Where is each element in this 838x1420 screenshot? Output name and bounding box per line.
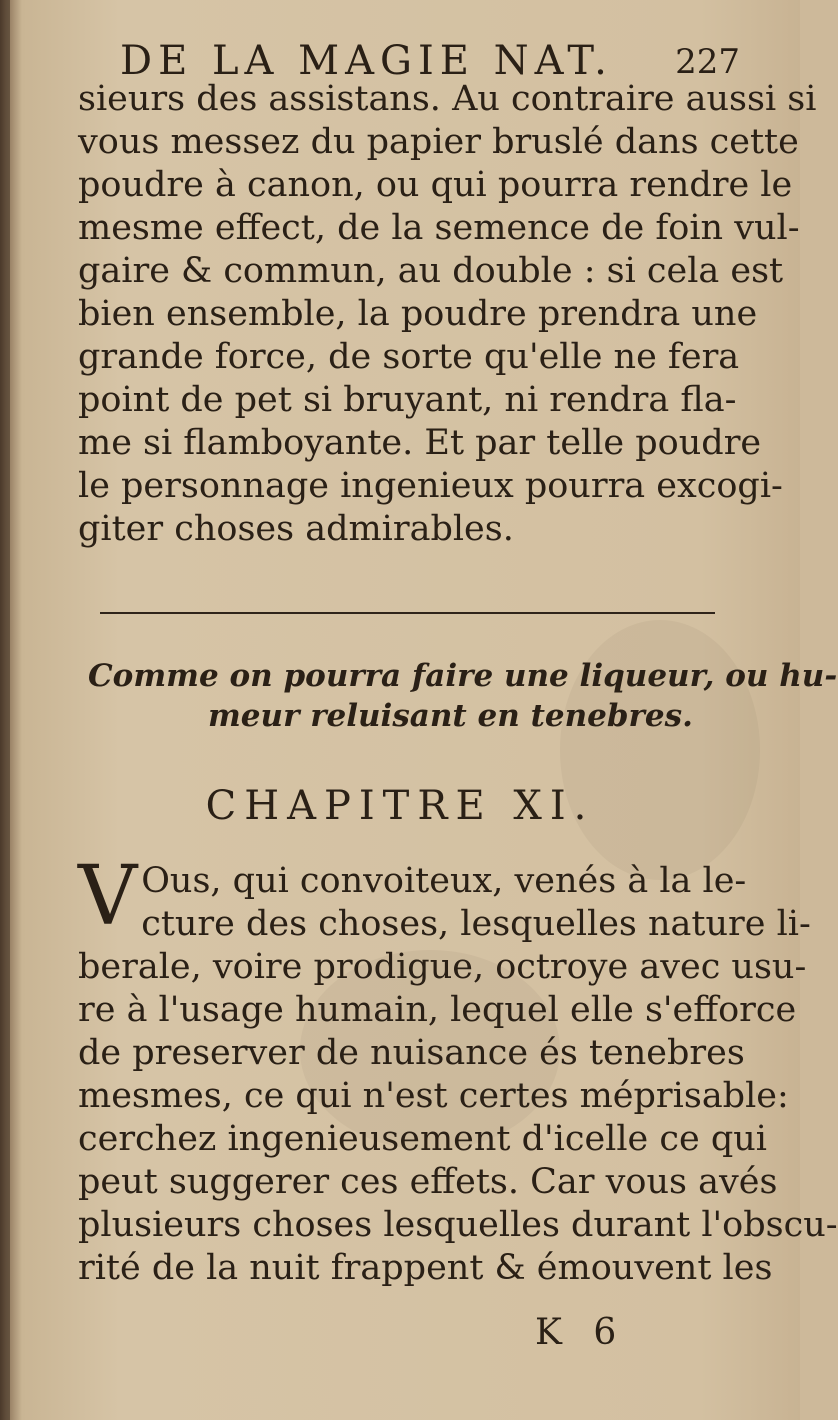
text-line: cerchez ingenieusement d'icelle ce qui — [78, 1119, 767, 1159]
text-line: rité de la nuit frappent & émouvent les — [78, 1248, 773, 1288]
text-line: gaire & commun, au double : si cela est — [78, 251, 784, 291]
text-line: re à l'usage humain, lequel elle s'efforce — [78, 990, 797, 1030]
text-line: poudre à canon, ou qui pourra rendre le — [78, 165, 793, 205]
book-spine-shadow — [0, 0, 10, 1420]
text-line: le personnage ingenieux pourra excogi- — [78, 466, 783, 506]
text-line: vous messez du papier bruslé dans cette — [78, 122, 799, 162]
chapter-heading: CHAPITRE XI. — [205, 783, 595, 829]
signature-mark: K 6 — [535, 1312, 627, 1353]
text-line: sieurs des assistans. Au contraire aussi si — [78, 79, 817, 119]
page-number: 227 — [675, 42, 740, 82]
caption-line: Comme on pourra faire une liqueur, ou hu- — [88, 658, 838, 694]
text-line: giter choses admirables. — [78, 509, 514, 549]
text-line: point de pet si bruyant, ni rendra fla- — [78, 380, 737, 420]
caption-line: meur reluisant en tenebres. — [208, 698, 693, 734]
text-line: grande force, de sorte qu'elle ne fera — [78, 337, 740, 377]
text-line: bien ensemble, la poudre prendra une — [78, 294, 758, 334]
section-divider — [100, 612, 715, 614]
text-line: mesme effect, de la semence de foin vul- — [78, 208, 800, 248]
text-line: peut suggerer ces effets. Car vous avés — [78, 1162, 778, 1202]
text-line: cture des choses, lesquelles nature li- — [141, 904, 811, 944]
text-line: de preserver de nuisance és tenebres — [78, 1033, 745, 1073]
text-line: berale, voire prodigue, octroye avec usu- — [78, 947, 807, 987]
text-line: Ous, qui convoiteux, venés à la le- — [141, 861, 747, 901]
paragraph-2 — [78, 849, 838, 1290]
running-title: DE LA MAGIE NAT. — [120, 38, 613, 84]
drop-cap: V — [78, 849, 138, 944]
text-line: mesmes, ce qui n'est certes méprisable: — [78, 1076, 789, 1116]
section-caption — [88, 656, 838, 736]
text-line: me si flamboyante. Et par telle poudre — [78, 423, 762, 463]
text-line: plusieurs choses lesquelles durant l'obscu- — [78, 1205, 838, 1245]
paragraph-1 — [78, 78, 817, 551]
